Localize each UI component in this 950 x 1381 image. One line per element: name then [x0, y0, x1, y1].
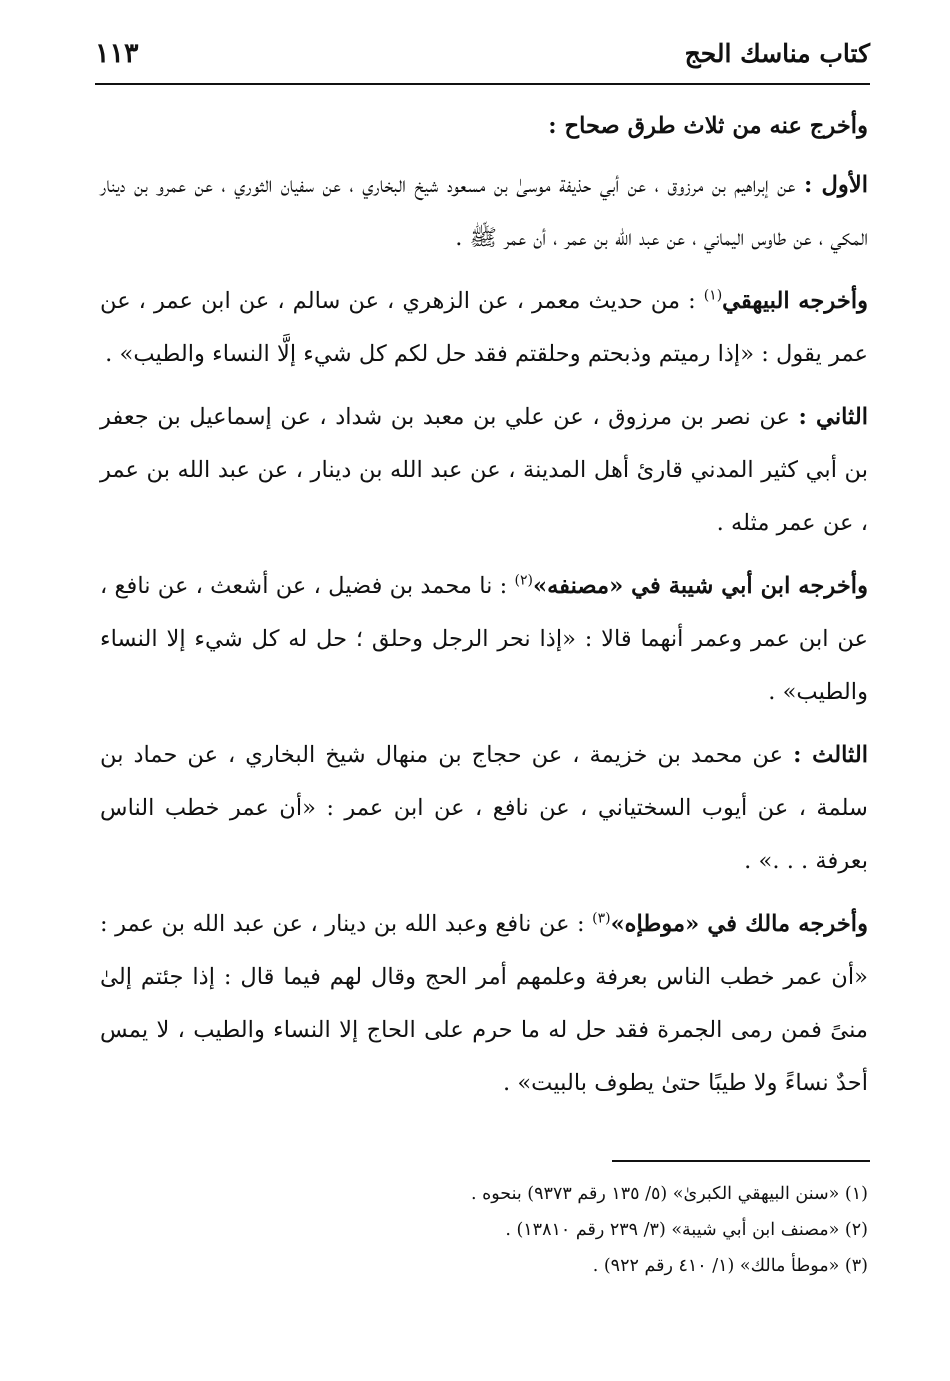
header-divider — [95, 83, 870, 85]
page-number: ١١٣ — [95, 37, 139, 69]
intro-line: وأخرج عنه من ثلاث طرق صحاح : — [548, 113, 868, 139]
paragraph-lead: الثالث : — [793, 742, 869, 768]
running-title: كتاب مناسك الحج — [684, 38, 870, 68]
paragraph-text: : من حديث معمر ، عن الزهري ، عن سالم ، عن ابن عمر ، عن عمر يقول : «إذا رميتم وذبحتم وحلقتم فقد حل لكم كل شيء إلَّا النساء والطيب» . — [100, 288, 868, 367]
footnotes — [100, 1176, 868, 1284]
footnote-ref: (٢) — [514, 572, 533, 589]
page-header — [95, 28, 870, 78]
paragraph-first-chain — [100, 159, 868, 265]
paragraph-text: : نا محمد بن فضيل ، عن أشعث ، عن نافع ، عن ابن عمر وعمر أنهما قالا : «إذا نحر الرجل وحلق ؛ حل له كل شيء إلا النساء والطيب» . — [100, 573, 868, 705]
paragraph-lead: الثاني : — [798, 404, 868, 430]
paragraph-lead: وأخرجه ابن أبي شيبة في «مصنفه» — [532, 573, 868, 599]
paragraph-third-chain — [100, 729, 868, 888]
footnote-ref: (٣) — [592, 910, 611, 927]
paragraph-lead: وأخرجه البيهقي — [722, 288, 869, 314]
paragraph-second-chain — [100, 391, 868, 550]
paragraph-lead: وأخرجه مالك في «موطإه» — [610, 911, 868, 937]
footnote-item: (٣) «موطأ مالك» (١/ ٤١٠ رقم ٩٢٢) . — [592, 1256, 868, 1276]
paragraph-text: : عن نافع وعبد الله بن دينار ، عن عبد الله بن عمر : «أن عمر خطب الناس بعرفة وعلمهم أمر الحج وقال لهم فيما قال : إذا جئتم إلىٰ منىً فمن رمى الجمرة فقد حل له ما حرم على الحاج إلا النساء والطيب ، لا يمس أحدٌ نساءً ولا طيبًا حتىٰ يطوف بالبيت» . — [100, 911, 868, 1096]
paragraph-malik — [100, 898, 868, 1110]
paragraph-text: عن محمد بن خزيمة ، عن حجاج بن منهال شيخ البخاري ، عن حماد بن سلمة ، عن أيوب السختياني ، عن نافع ، عن ابن عمر : «أن عمر خطب الناس بعرفة . . .» . — [100, 742, 868, 874]
paragraph-bayhaqi — [100, 275, 868, 381]
footnote-ref: (١) — [703, 287, 723, 304]
paragraph-text: عن نصر بن مرزوق ، عن علي بن معبد بن شداد ، عن إسماعيل بن جعفر بن أبي كثير المدني قارئ أهل المدينة ، عن عبد الله بن دينار ، عن عبد الله بن عمر ، عن عمر مثله . — [100, 404, 868, 536]
paragraph-text: عن إبراهيم بن مرزوق ، عن أبي حذيفة موسىٰ بن مسعود شيخ البخاري ، عن سفيان الثوري ، عن عمرو بن دينار المكي ، عن طاوس اليماني ، عن عبد الله بن عمر ، أن عمر ﷺ . — [100, 172, 868, 251]
paragraph-lead: الأول : — [804, 172, 868, 198]
footnote-item: (١) «سنن البيهقي الكبرىٰ» (٥/ ١٣٥ رقم ٩٣٧٣) بنحوه . — [470, 1184, 868, 1204]
main-text — [100, 100, 868, 1120]
footnote-item: (٢) «مصنف ابن أبي شيبة» (٣/ ٢٣٩ رقم ١٣٨١٠) . — [505, 1220, 868, 1240]
paragraph-ibn-abi-shayba — [100, 560, 868, 719]
footnote-divider — [612, 1160, 870, 1162]
